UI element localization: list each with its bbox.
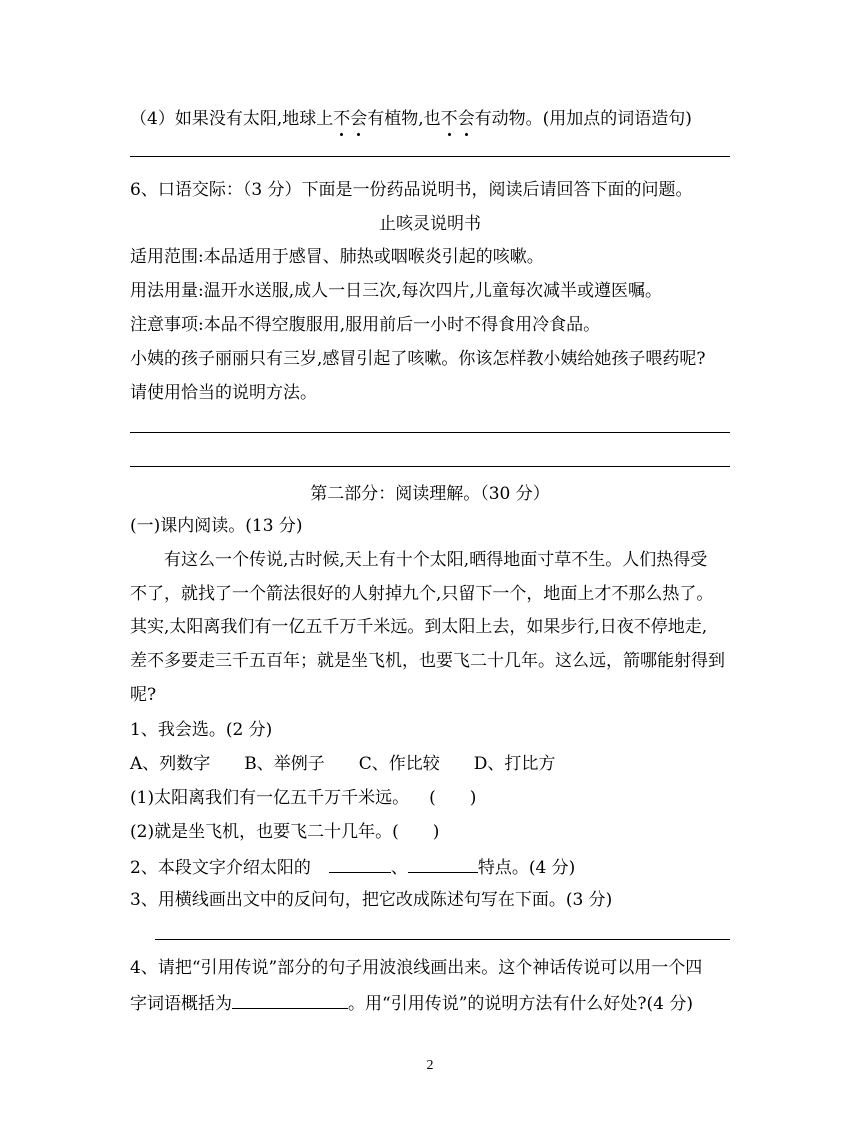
q4-line-2-prefix: 字词语概括为 xyxy=(130,994,232,1014)
answer-line[interactable] xyxy=(130,466,730,467)
q2-prefix: 2、本段文字介绍太阳的 xyxy=(130,858,311,878)
q4-suffix: 有动物。(用加点的词语造句) xyxy=(474,109,692,129)
dotted-char: 会 xyxy=(350,109,368,129)
answer-blank[interactable] xyxy=(329,854,391,873)
answer-line[interactable] xyxy=(130,156,730,157)
q1-sentence-1 xyxy=(130,786,476,810)
answer-blank[interactable] xyxy=(408,854,478,873)
q6-question-line-1: 小姨的孩子丽丽只有三岁,感冒引起了咳嗽。你该怎样教小姨给她孩子喂药呢? xyxy=(130,349,706,369)
q4-mid: 有植物,也 xyxy=(367,109,441,129)
passage-line-2: 不了，就找了一个箭法很好的人射掉九个,只留下一个，地面上才不那么热了。 xyxy=(130,584,714,604)
q4-line-2 xyxy=(130,990,693,1016)
q4-prefix: （4）如果没有太阳,地球上 xyxy=(130,109,334,129)
dotted-char: 不 xyxy=(440,109,458,129)
answer-paren[interactable]: ( ) xyxy=(392,822,440,842)
q1-sentence-2-text: (2)就是坐飞机，也要飞二十几年。 xyxy=(130,822,393,842)
q1-heading: 1、我会选。(2 分) xyxy=(130,720,273,740)
instruction-line-1: 适用范围:本品适用于感冒、肺热或咽喉炎引起的咳嗽。 xyxy=(130,247,544,267)
q4-line-1: 4、请把“引用传说”部分的句子用波浪线画出来。这个神话传说可以用一个四 xyxy=(130,958,703,978)
answer-line[interactable] xyxy=(155,939,730,940)
q1-sentence-1-text: (1)太阳离我们有一亿五千万千米远。 xyxy=(130,788,410,808)
dotted-char: 不 xyxy=(333,109,351,129)
instruction-title: 止咳灵说明书 xyxy=(379,214,481,234)
passage-line-5: 呢? xyxy=(130,685,157,705)
part2-title: 第二部分：阅读理解。（30 分） xyxy=(310,484,550,504)
passage-line-3: 其实,太阳离我们有一亿五千万千米远。到太阳上去，如果步行,日夜不停地走, xyxy=(130,617,708,637)
q3-heading: 3、用横线画出文中的反问句，把它改成陈述句写在下面。(3 分) xyxy=(130,890,613,910)
q1-sentence-2 xyxy=(130,820,439,844)
answer-blank[interactable] xyxy=(232,990,348,1009)
section-heading: (一)课内阅读。(13 分) xyxy=(130,516,303,536)
q1-options: A、列数字 B、举例子 C、作比较 D、打比方 xyxy=(130,754,556,774)
q4-line-2-suffix: 。用“引用传说”的说明方法有什么好处?(4 分) xyxy=(348,994,693,1014)
instruction-line-3: 注意事项:本品不得空腹服用,服用前后一小时不得食用冷食品。 xyxy=(130,315,601,335)
instruction-line-2: 用法用量:温开水送服,成人一日三次,每次四片,儿童每次减半或遵医嘱。 xyxy=(130,281,662,301)
q6-question-line-2: 请使用恰当的说明方法。 xyxy=(130,383,317,403)
passage-line-1: 有这么一个传说,古时候,天上有十个太阳,晒得地面寸草不生。人们热得受 xyxy=(130,550,708,570)
dotted-char: 会 xyxy=(457,109,475,129)
page-number: 2 xyxy=(426,1058,434,1073)
q2-suffix: 特点。(4 分) xyxy=(477,858,576,878)
answer-line[interactable] xyxy=(130,432,730,433)
passage-line-4: 差不多要走三千五百年；就是坐飞机，也要飞二十几年。这么远，箭哪能射得到 xyxy=(130,651,725,671)
answer-paren[interactable]: ( ) xyxy=(429,788,477,808)
q2-separator: 、 xyxy=(390,858,408,878)
q2-line xyxy=(130,854,575,880)
q6-heading: 6、口语交际：（3 分）下面是一份药品说明书，阅读后请回答下面的问题。 xyxy=(130,180,693,200)
q4-sentence xyxy=(130,107,692,131)
